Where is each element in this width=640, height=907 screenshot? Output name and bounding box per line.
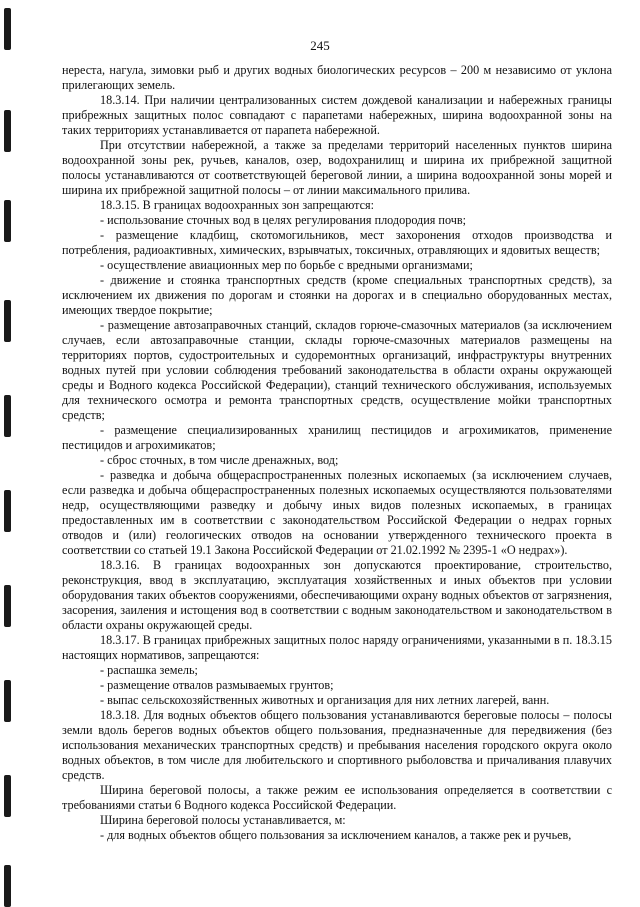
list-item: - размещение кладбищ, скотомогильников, мест захоронения отходов производства и потребления, радиоактивных, химических, взрывчатых, токсичных, отравляющих и ядовитых веществ; [62, 228, 612, 257]
list-item: - разведка и добыча общераспространенных полезных ископаемых (за исключением случаев, если разведка и добыча общераспространенных полезных ископаемых осуществляются пользователями недр, осуществляющими разведку и добычу иных видов полезных ископаемых, в границах предоставленных им в соответствии с законодательством Российской Федерации о недрах горных отводов и (или) геологических отводов на основании утвержденного технического проекта в соответствии со статьей 19.1 Закона Российской Федерации от 21.02.1992 № 2395-1 «О недрах»). [62, 468, 612, 557]
binder-hole [4, 680, 11, 722]
list-item: - размещение отвалов размываемых грунтов; [100, 678, 334, 692]
binder-hole [4, 585, 11, 627]
list-item: - размещение специализированных хранилищ пестицидов и агрохимикатов, применение пестицидов и агрохимикатов; [62, 423, 612, 452]
list-item: - использование сточных вод в целях регулирования плодородия почв; [100, 213, 467, 227]
list-item: - для водных объектов общего пользования за исключением каналов, а также рек и ручьев, [100, 828, 572, 842]
binder-hole [4, 775, 11, 817]
binder-hole [4, 300, 11, 342]
binder-hole [4, 395, 11, 437]
paragraph: 18.3.16. В границах водоохранных зон допускаются проектирование, строительство, реконструкция, ввод в эксплуатацию, эксплуатация хозяйственных и иных объектов при условии оборудования таких объектов сооружениями, обеспечивающими охрану водных объектов от загрязнения, засорения, заиления и истощения вод в соответствии с водным законодательством и законодательством в области охраны окружающей среды. [62, 558, 612, 632]
list-item: - выпас сельскохозяйственных животных и организация для них летних лагерей, ванн. [100, 693, 550, 707]
binder-hole [4, 865, 11, 907]
list-item: - осуществление авиационных мер по борьбе с вредными организмами; [100, 258, 473, 272]
document-body [62, 63, 612, 843]
binder-holes [4, 0, 16, 905]
paragraph: Ширина береговой полосы устанавливается, м: [100, 813, 346, 827]
binder-hole [4, 490, 11, 532]
list-item: - размещение автозаправочных станций, складов горюче-смазочных материалов (за исключением случаев, если автозаправочные станции, склады горюче-смазочных материалов размещены на территориях портов, судостроительных и судоремонтных организаций, инфраструктуры внутренних водных путей при условии соблюдения требований законодательства в области охраны окружающей среды и Водного кодекса Российской Федерации), станций технического обслуживания, используемых для технического осмотра и ремонта транспортных средств, осуществление мойки транспортных средств; [62, 318, 612, 422]
binder-hole [4, 200, 11, 242]
paragraph: нереста, нагула, зимовки рыб и других водных биологических ресурсов – 200 м независимо от уклона прилегающих земель. [62, 63, 612, 92]
paragraph: Ширина береговой полосы, а также режим ее использования определяется в соответствии с требованиями статьи 6 Водного кодекса Российской Федерации. [62, 783, 612, 812]
list-item: - движение и стоянка транспортных средств (кроме специальных транспортных средств), за исключением их движения по дорогам и стоянки на дорогах и в специально оборудованных местах, имеющих твердое покрытие; [62, 273, 612, 317]
paragraph: 18.3.18. Для водных объектов общего пользования устанавливаются береговые полосы – полосы земли вдоль берегов водных объектов общего пользования, предназначенные для передвижения (без использования механических транспортных средств) и пребывания населения городского округа около водных объектов, в том числе для любительского и спортивного рыболовства и причаливания плавучих средств. [62, 708, 612, 782]
list-item: - сброс сточных, в том числе дренажных, вод; [100, 453, 339, 467]
paragraph: При отсутствии набережной, а также за пределами территорий населенных пунктов ширина водоохранной зоны рек, ручьев, каналов, озер, водохранилищ и ширина их прибрежной защитной полосы устанавливаются от соответствующей береговой линии, а ширина водоохранной зоны морей и ширина их прибрежной защитной полосы – от линии максимального прилива. [62, 138, 612, 197]
list-item: - распашка земель; [100, 663, 198, 677]
binder-hole [4, 110, 11, 152]
paragraph: 18.3.15. В границах водоохранных зон запрещаются: [100, 198, 375, 212]
page-number: 245 [310, 38, 330, 53]
paragraph: 18.3.14. При наличии централизованных систем дождевой канализации и набережных границы прибрежных защитных полос совпадают с парапетами набережных, ширина водоохранной зоны на таких территориях устанавливается от парапета набережной. [62, 93, 612, 137]
paragraph: 18.3.17. В границах прибрежных защитных полос наряду ограничениями, указанными в п. 18.3.15 настоящих нормативов, запрещаются: [62, 633, 612, 662]
